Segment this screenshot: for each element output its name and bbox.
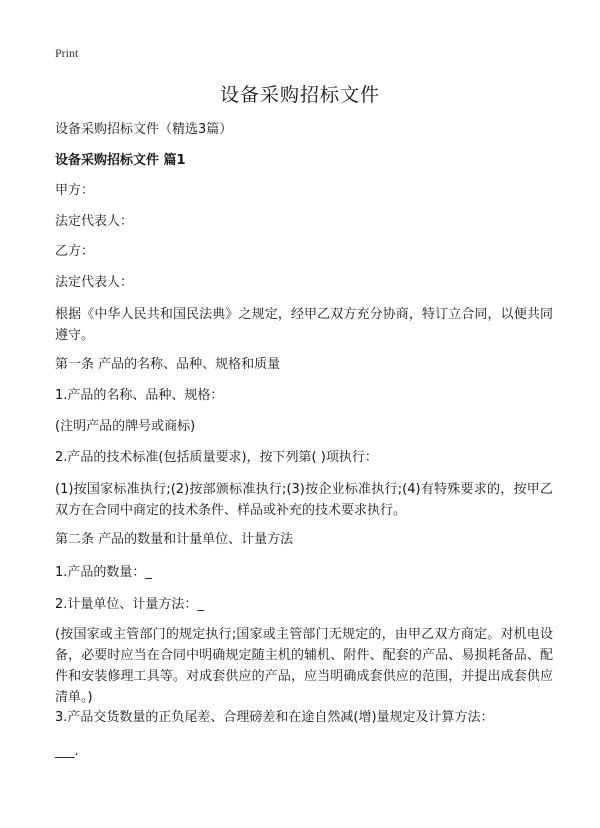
party-a-representative-label: 法定代表人： — [55, 214, 134, 229]
party-b-representative-label: 法定代表人： — [55, 275, 134, 290]
intro-paragraph: 根据《中华人民共和国民法典》之规定，经甲乙双方充分协商，特订立合同，以便共同遵守。 — [55, 307, 553, 343]
trailing-blank-line: ___. — [55, 744, 79, 759]
article-1-item-2: 2.产品的技术标准(包括质量要求)，按下列第( )项执行： — [55, 450, 378, 465]
section-heading: 设备采购招标文件 篇1 — [55, 153, 186, 168]
party-a-label: 甲方： — [55, 183, 95, 198]
article-2-detail: (按国家或主管部门的规定执行;国家或主管部门无规定的，由甲乙双方商定。对机电设备，必要时应当在合同中明确规定随主机的辅机、附件、配套的产品、易损耗备品、配件和安装修理工具等。对成套供应的产品，应当明确成套供应的范围，并提出成套供应清单。) — [55, 627, 553, 705]
document-title: 设备采购招标文件 — [219, 84, 380, 106]
article-2-title: 第二条 产品的数量和计量单位、计量方法 — [55, 532, 294, 547]
document-body — [55, 0, 555, 828]
article-1-title: 第一条 产品的名称、品种、规格和质量 — [55, 357, 281, 372]
article-1-item-1: 1.产品的名称、品种、规格： — [55, 388, 224, 403]
document-subtitle: 设备采购招标文件（精选3篇） — [55, 122, 233, 137]
article-2-item-1: 1.产品的数量：_ — [55, 565, 152, 580]
article-1-item-2-detail: (1)按国家标准执行;(2)按部颁标准执行;(3)按企业标准执行;(4)有特殊要求的，按甲乙双方在合同中商定的技术条件、样品或补充的技术要求执行。 — [55, 482, 553, 518]
article-1-note: (注明产品的牌号或商标) — [55, 419, 196, 434]
print-label: Print — [55, 46, 79, 60]
article-2-item-3: 3.产品交货数量的正负尾差、合理磅差和在途自然减(增)量规定及计算方法： — [55, 710, 494, 725]
article-2-item-2: 2.计量单位、计量方法：_ — [55, 597, 204, 612]
party-b-label: 乙方： — [55, 244, 95, 259]
